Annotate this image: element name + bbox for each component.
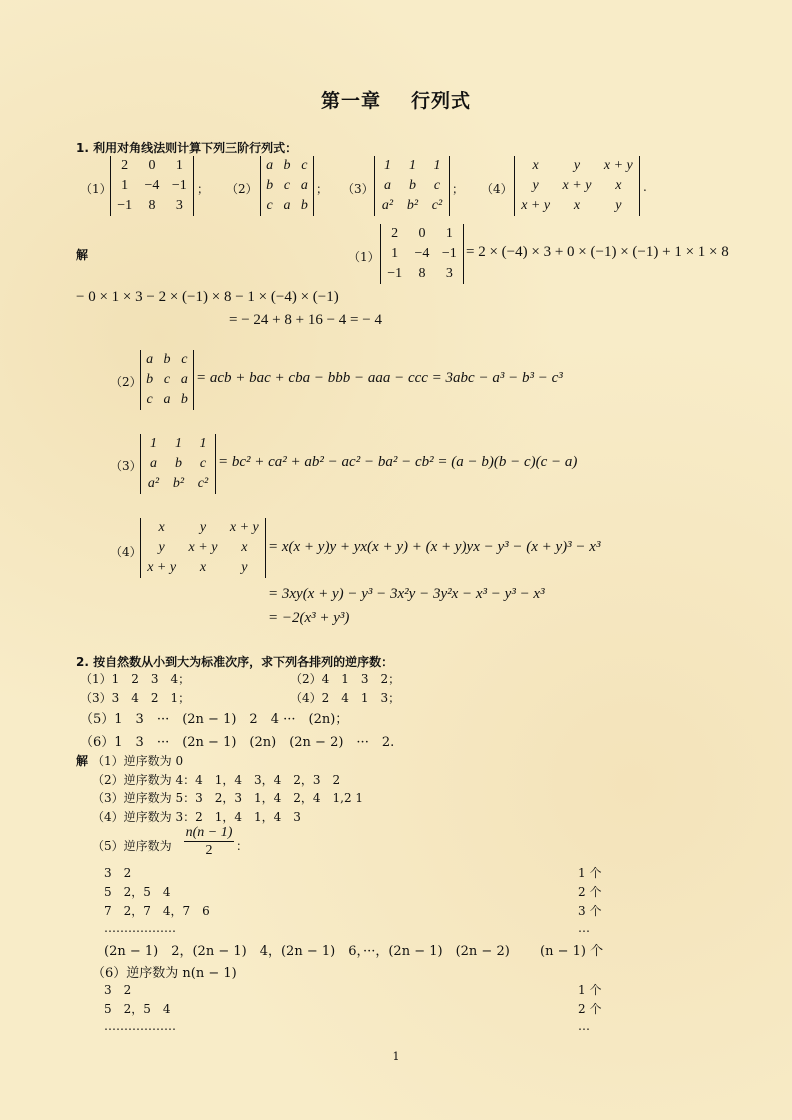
matrix-cell: x + y — [188, 540, 218, 555]
matrix-cell: y — [158, 540, 165, 555]
q1-label-2: （2） — [226, 182, 258, 196]
sol1-eq-3: = bc² + ca² + ab² − ac² − ba² − cb² = (a − b)(b − c)(c − a) — [218, 454, 578, 470]
page-title — [0, 86, 792, 113]
matrix-row — [111, 176, 193, 196]
q1-determinant-2 — [260, 156, 314, 216]
matrix-cell: b — [180, 392, 188, 407]
sol1-eq-4-result: = −2(x³ + y³) — [268, 610, 350, 626]
page-number: 1 — [392, 1050, 400, 1063]
matrix-cell: −1 — [387, 266, 403, 281]
sol1-eq-1: = 2 × (−4) × 3 + 0 × (−1) × (−1) + 1 × 1 × 8 — [466, 244, 729, 260]
list-item-count: 1 个 — [578, 866, 602, 880]
matrix-cell: c — [181, 352, 188, 367]
sol2-answer-2: （2）逆序数为 4：4 1，4 3，4 2，3 2 — [92, 773, 341, 787]
q2-permutation-3: （3）3 4 2 1； — [80, 691, 191, 705]
matrix-cell: a — [180, 372, 188, 387]
sol2-answer-1: （1）逆序数为 0 — [92, 754, 184, 768]
matrix-cell: 1 — [391, 246, 399, 261]
matrix-cell: b² — [406, 198, 419, 213]
list-item-left: 5 2，5 4 — [104, 1002, 171, 1016]
matrix-cell: 1 — [199, 436, 207, 451]
matrix-row — [381, 224, 463, 244]
matrix-cell: a — [300, 178, 308, 193]
q1-determinant-3 — [374, 156, 450, 216]
sol1-determinant-1 — [380, 224, 464, 284]
matrix-row — [111, 196, 193, 216]
solution-1-label: 解 — [76, 248, 89, 262]
chapter-name: 行列式 — [411, 90, 472, 112]
matrix-cell: c² — [431, 198, 443, 213]
q2-permutation-1: （1）1 2 3 4； — [80, 672, 191, 686]
matrix-row — [141, 370, 193, 390]
matrix-row — [141, 434, 215, 454]
matrix-cell: 2 — [391, 226, 399, 241]
matrix-row — [375, 156, 449, 176]
matrix-row — [261, 176, 313, 196]
matrix-cell: c — [199, 456, 207, 471]
list-item-left: 3 2 — [104, 866, 132, 880]
matrix-cell: 2 — [121, 158, 129, 173]
q1-separator: ； — [452, 182, 465, 196]
matrix-cell: c — [146, 392, 153, 407]
matrix-row — [141, 390, 193, 410]
matrix-cell: a — [146, 352, 154, 367]
q2-permutation-5: （5）1 3 ··· (2n − 1) 2 4 ··· (2n)； — [80, 712, 349, 727]
matrix-cell: −1 — [171, 178, 187, 193]
q1-determinant-4 — [514, 156, 640, 216]
sol1-part-1-label: （1） — [348, 250, 380, 264]
q1-determinant-1 — [110, 156, 194, 216]
matrix-row — [515, 176, 639, 196]
matrix-cell: x — [158, 520, 165, 535]
list-item-left: 5 2，5 4 — [104, 885, 171, 899]
matrix-cell: c — [283, 178, 291, 193]
question-2-heading: 2. 按自然数从小到大为标准次序，求下列各排列的逆序数： — [76, 655, 394, 669]
matrix-cell: c — [163, 372, 171, 387]
list-item-count: (n − 1) 个 — [540, 944, 604, 959]
list-item-count: 2 个 — [578, 885, 602, 899]
list-item-left: 7 2，7 4，7 6 — [104, 904, 210, 918]
matrix-cell: b — [266, 178, 274, 193]
sol1-part-2-label: （2） — [110, 375, 142, 389]
matrix-cell: a — [163, 392, 171, 407]
matrix-cell: c² — [197, 476, 209, 491]
matrix-cell: x — [573, 198, 581, 213]
matrix-cell: 1 — [384, 158, 391, 173]
matrix-cell: b — [283, 158, 291, 173]
matrix-row — [141, 474, 215, 494]
matrix-row — [141, 454, 215, 474]
list-item-count: … — [578, 1019, 590, 1033]
sol2-answer-4: （4）逆序数为 3：2 1，4 1，4 3 — [92, 810, 301, 824]
matrix-cell: y — [573, 158, 581, 173]
sol2-answer-6: （6）逆序数为 n(n − 1) — [92, 966, 237, 981]
sol1-determinant-2 — [140, 350, 194, 410]
q1-label-3: （3） — [342, 182, 374, 196]
matrix-cell: −1 — [117, 198, 133, 213]
matrix-cell: c — [301, 158, 308, 173]
matrix-row — [141, 558, 265, 578]
list-item-left: (2n − 1) 2，(2n − 1) 4，(2n − 1) 6，···，(2n − 1) (2n − 2) — [104, 944, 510, 959]
matrix-cell: b — [300, 198, 308, 213]
matrix-row — [141, 518, 265, 538]
matrix-cell: −1 — [441, 246, 457, 261]
matrix-cell: x + y — [521, 198, 551, 213]
matrix-cell: −4 — [144, 178, 160, 193]
sol1-determinant-3 — [140, 434, 216, 494]
matrix-cell: b — [175, 456, 182, 471]
matrix-cell: a — [266, 158, 274, 173]
solution-2-label: 解 — [76, 754, 89, 768]
matrix-cell: 1 — [175, 158, 183, 173]
sol1-eq-2: = acb + bac + cba − bbb − aaa − ccc = 3abc − a³ − b³ − c³ — [196, 370, 563, 386]
matrix-row — [515, 196, 639, 216]
list-item-left: 3 2 — [104, 983, 132, 997]
matrix-cell: −4 — [414, 246, 430, 261]
list-item-left: ……………… — [104, 1019, 176, 1033]
matrix-cell: c — [433, 178, 441, 193]
matrix-cell: b — [146, 372, 154, 387]
matrix-cell: a — [384, 178, 391, 193]
sol2-answer-3: （3）逆序数为 5：3 2，3 1，4 2，4 1,2 1 — [92, 791, 364, 805]
list-item-count: … — [578, 921, 590, 935]
matrix-row — [261, 196, 313, 216]
matrix-row — [261, 156, 313, 176]
sol2-answer-5-prefix: （5）逆序数为 — [92, 839, 172, 853]
q1-end-period: . — [643, 180, 647, 194]
matrix-row — [375, 176, 449, 196]
matrix-row — [381, 244, 463, 264]
matrix-cell: x + y — [562, 178, 592, 193]
list-item-left: ……………… — [104, 921, 176, 935]
matrix-cell: a — [283, 198, 291, 213]
fraction-denominator: 2 — [205, 843, 213, 858]
list-item-count: 2 个 — [578, 1002, 602, 1016]
fraction-numerator: n(n − 1) — [185, 825, 233, 840]
matrix-cell: x — [241, 540, 248, 555]
q2-permutation-2: （2）4 1 3 2； — [290, 672, 401, 686]
q1-label-4: （4） — [481, 182, 513, 196]
matrix-cell: 8 — [148, 198, 156, 213]
matrix-cell: y — [532, 178, 539, 193]
matrix-cell: 1 — [150, 436, 157, 451]
matrix-cell: x + y — [147, 560, 177, 575]
matrix-cell: 8 — [418, 266, 426, 281]
q2-permutation-4: （4）2 4 1 3； — [290, 691, 401, 705]
matrix-cell: x — [615, 178, 622, 193]
matrix-row — [375, 196, 449, 216]
sol1-eq-1-cont: − 0 × 1 × 3 − 2 × (−1) × 8 − 1 × (−4) × (−1) — [76, 289, 339, 305]
q2-permutation-6: （6）1 3 ··· (2n − 1) (2n) (2n − 2) ··· 2. — [80, 735, 395, 750]
matrix-cell: a² — [147, 476, 160, 491]
q1-separator: ； — [197, 182, 210, 196]
matrix-cell: b² — [172, 476, 185, 491]
matrix-row — [141, 350, 193, 370]
matrix-cell: 1 — [121, 178, 129, 193]
list-item-count: 3 个 — [578, 904, 602, 918]
sol2-answer-5-suffix: ： — [236, 839, 249, 853]
matrix-cell: 1 — [409, 158, 416, 173]
question-1-heading: 1. 利用对角线法则计算下列三阶行列式： — [76, 141, 298, 155]
sol1-eq-4: = x(x + y)y + yx(x + y) + (x + y)yx − y³ − (x + y)³ − x³ — [268, 539, 601, 555]
matrix-cell: c — [266, 198, 273, 213]
matrix-cell: b — [409, 178, 416, 193]
matrix-cell: 1 — [445, 226, 453, 241]
matrix-cell: y — [241, 560, 248, 575]
matrix-cell: 3 — [175, 198, 183, 213]
matrix-cell: x + y — [229, 520, 259, 535]
list-item-count: 1 个 — [578, 983, 602, 997]
sol1-part-4-label: （4） — [110, 545, 142, 559]
matrix-row — [515, 156, 639, 176]
matrix-cell: b — [163, 352, 171, 367]
matrix-cell: y — [615, 198, 622, 213]
sol2-answer-5-fraction — [184, 824, 234, 859]
matrix-cell: a — [150, 456, 157, 471]
sol1-part-3-label: （3） — [110, 459, 142, 473]
chapter-label: 第一章 — [320, 90, 381, 112]
matrix-cell: y — [199, 520, 207, 535]
matrix-cell: 3 — [445, 266, 453, 281]
sol1-eq-4-cont: = 3xy(x + y) − y³ − 3x²y − 3y²x − x³ − y³ − x³ — [268, 586, 545, 602]
matrix-cell: x + y — [603, 158, 633, 173]
matrix-cell: 1 — [175, 436, 182, 451]
matrix-cell: x — [532, 158, 539, 173]
matrix-cell: x — [199, 560, 207, 575]
sol1-determinant-4 — [140, 518, 266, 578]
q1-separator: ； — [316, 182, 329, 196]
matrix-cell: 0 — [148, 158, 156, 173]
q1-label-1: （1） — [80, 182, 112, 196]
matrix-cell: 0 — [418, 226, 426, 241]
matrix-row — [381, 264, 463, 284]
sol1-eq-1-result: = − 24 + 8 + 16 − 4 = − 4 — [229, 312, 382, 328]
matrix-row — [111, 156, 193, 176]
matrix-row — [141, 538, 265, 558]
matrix-cell: 1 — [433, 158, 441, 173]
matrix-cell: a² — [381, 198, 394, 213]
